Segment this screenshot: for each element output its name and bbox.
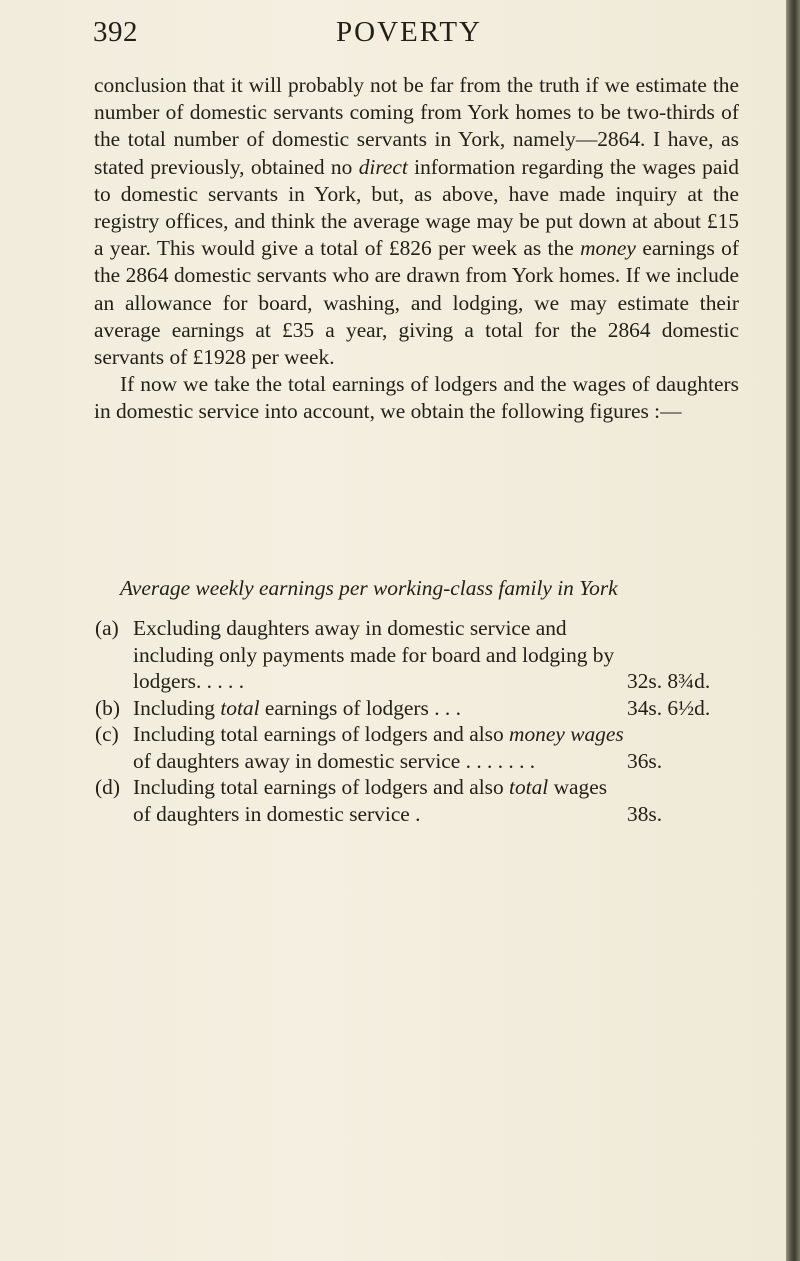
entry-label: (b) xyxy=(95,695,120,720)
entry-label: (d) xyxy=(95,775,120,799)
running-head: POVERTY xyxy=(336,16,482,48)
earnings-list xyxy=(95,615,755,827)
list-item xyxy=(95,774,755,827)
entry-label: (c) xyxy=(95,722,119,746)
page-header xyxy=(0,10,786,52)
entry-text: Excluding daughters away in domestic service and including only payments made for board and lodging by lodgers. . . . . xyxy=(133,616,615,693)
table-title: Average weekly earnings per working-class family in York xyxy=(120,576,618,600)
page-edge-shadow xyxy=(786,0,800,1261)
paragraph-2: If now we take the total earnings of lodgers and the wages of daughters in domestic service into account, we obtain the following figures :— xyxy=(94,372,739,424)
list-item xyxy=(95,721,755,774)
page-number: 392 xyxy=(93,16,138,48)
entry-value: 32s. 8¾d. xyxy=(627,669,711,693)
entry-label: (a) xyxy=(95,616,119,640)
entry-text: Including total earnings of lodgers and also money wages of daughters away in domestic service . . . . . . . xyxy=(133,722,624,773)
entry-text: Including total earnings of lodgers . . . xyxy=(133,695,461,720)
entry-text: Including total earnings of lodgers and also total wages of daughters in domestic service . xyxy=(133,775,608,826)
entry-value: 38s. xyxy=(627,801,663,826)
entry-value: 36s. xyxy=(627,748,663,773)
list-item xyxy=(95,695,755,722)
list-item xyxy=(95,615,755,695)
body-text xyxy=(94,72,739,426)
paragraph-1: conclusion that it will probably not be far from the truth if we estimate the number of domestic servants coming from York homes to be two-thirds of the total number of domestic servants in York, namely—2864. I have, as stated previously, obtained no direct information regarding the wages paid to domestic servants in York, but, as above, have made inquiry at the registry offices, and think the average wage may be put down at about £15 a year. This would give a total of £826 per week as the money earnings of the 2864 domestic servants who are drawn from York homes. If we include an allowance for board, washing, and lodging, we may estimate their average earnings at £35 a year, giving a total for the 2864 domestic servants of £1928 per week. xyxy=(94,73,740,370)
entry-value: 34s. 6½d. xyxy=(627,695,711,720)
